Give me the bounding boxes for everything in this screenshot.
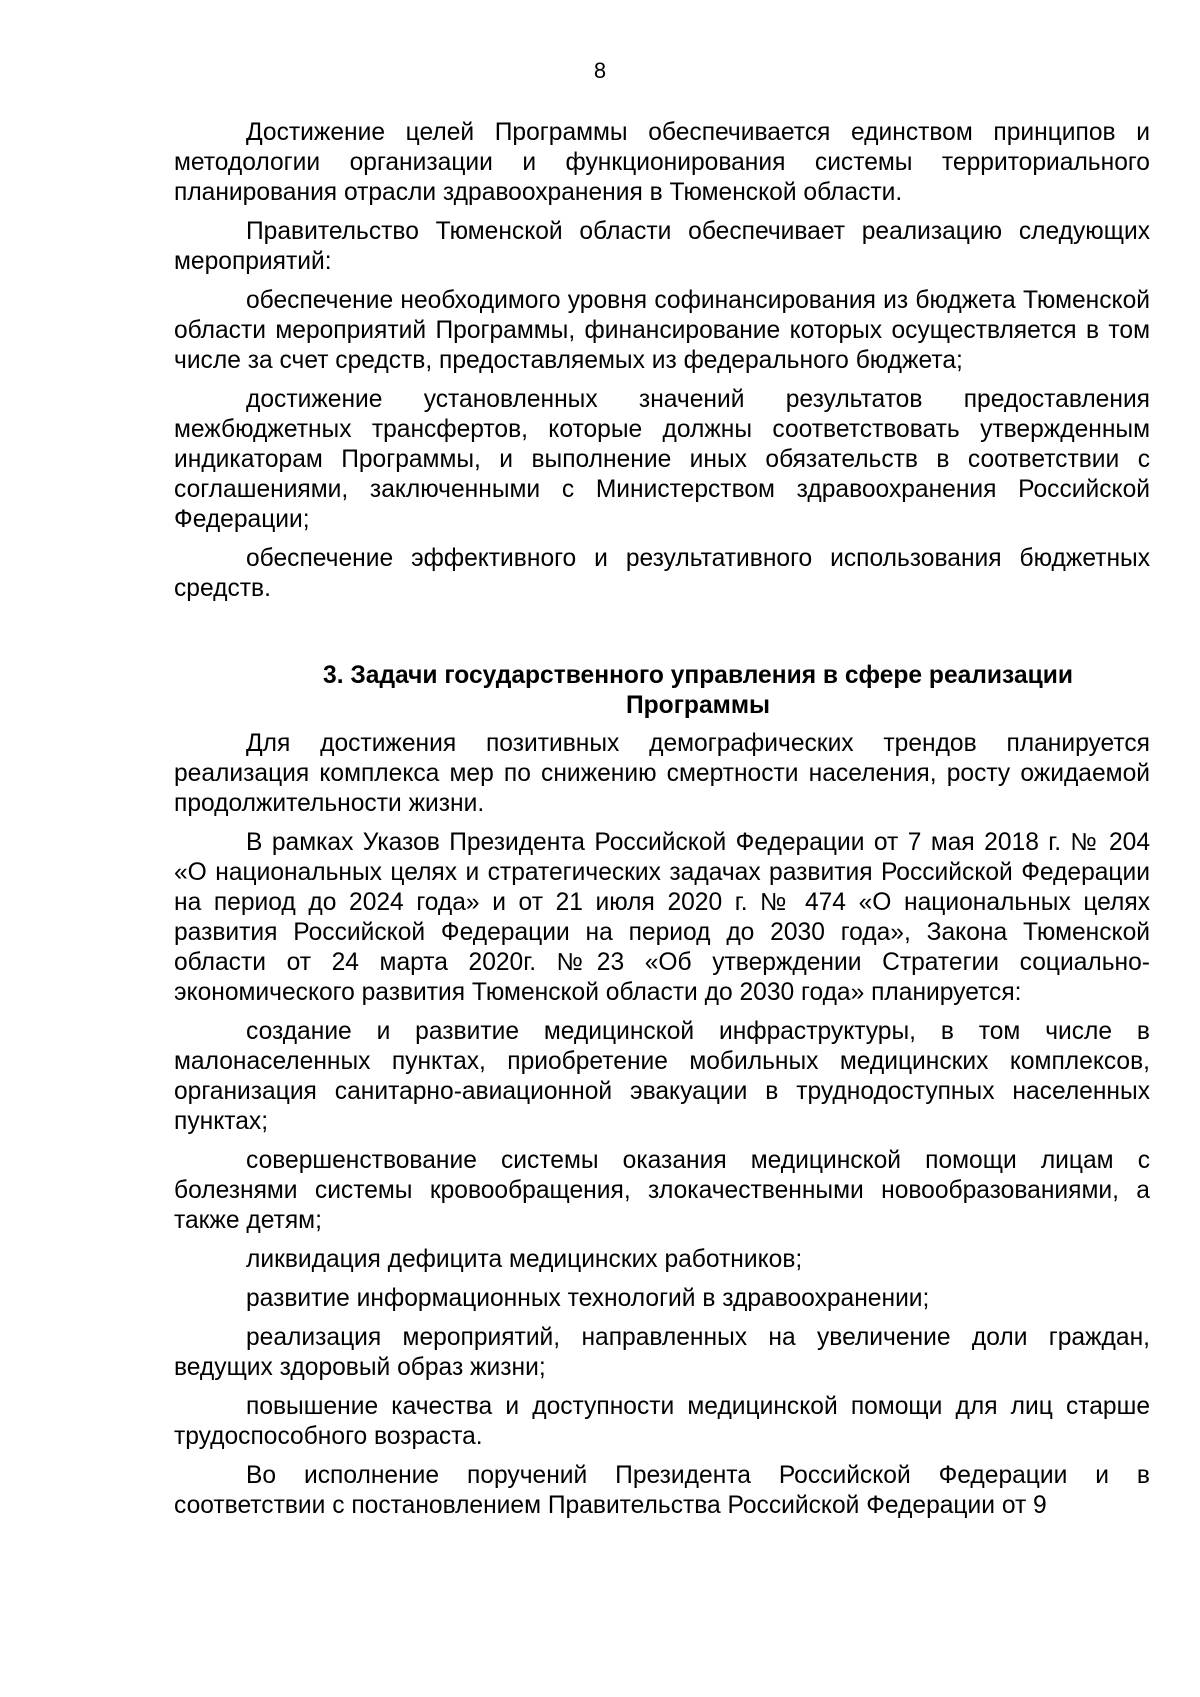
section-heading	[174, 661, 1150, 721]
paragraph: обеспечение эффективного и результативного использования бюджетных средств.	[174, 545, 1150, 602]
paragraph: Для достижения позитивных демографических трендов планируется реализация комплекса мер по снижению смертности населения, росту ожидаемой продолжительности жизни.	[174, 730, 1150, 817]
paragraph: совершенствование системы оказания медицинской помощи лицам с болезнями системы кровообращения, злокачественными новообразованиями, а также детям;	[174, 1147, 1150, 1234]
paragraph: В рамках Указов Президента Российской Федерации от 7 мая 2018 г. № 204 «О национальных целях и стратегических задачах развития Российской Федерации на период до 2024 года» и от 21 июля 2020 г. № 474 «О национальных целях развития Российской Федерации на период до 2030 года», Закона Тюменской области от 24 марта 2020г. №23 «Об утверждении Стратегии социально-экономического развития Тюменской области до 2030 года» планируется:	[174, 829, 1150, 1006]
paragraph: Достижение целей Программы обеспечивается единством принципов и методологии организации и функционирования системы территориального планирования отрасли здравоохранения в Тюменской области.	[174, 119, 1150, 206]
paragraph: достижение установленных значений результатов предоставления межбюджетных трансфертов, которые должны соответствовать утвержденным индикаторам Программы, и выполнение иных обязательств в соответствии с соглашениями, заключенными с Министерством здравоохранения Российской Федерации;	[174, 386, 1150, 533]
paragraph: реализация мероприятий, направленных на увеличение доли граждан, ведущих здоровый образ жизни;	[174, 1324, 1150, 1381]
paragraph: обеспечение необходимого уровня софинансирования из бюджета Тюменской области мероприятий Программы, финансирование которых осуществляется в том числе за счет средств, предоставляемых из федерального бюджета;	[174, 287, 1150, 374]
paragraph: развитие информационных технологий в здравоохранении;	[246, 1285, 930, 1312]
paragraph: Правительство Тюменской области обеспечивает реализацию следующих мероприятий:	[174, 218, 1150, 275]
page-number: 8	[593, 58, 607, 83]
document-body	[174, 118, 1150, 1530]
section-heading-line: Программы	[625, 692, 771, 719]
paragraph: Во исполнение поручений Президента Российской Федерации и в соответствии с постановлением Правительства Российской Федерации от 9	[174, 1462, 1150, 1519]
paragraph: ликвидация дефицита медицинских работников;	[246, 1246, 803, 1273]
section-heading-line: 3. Задачи государственного управления в сфере реализации	[323, 662, 1073, 689]
section-spacer	[174, 613, 1150, 661]
paragraph: создание и развитие медицинской инфраструктуры, в том числе в малонаселенных пунктах, приобретение мобильных медицинских комплексов, организация санитарно-авиационной эвакуации в труднодоступных населенных пунктах;	[174, 1018, 1150, 1135]
paragraph: повышение качества и доступности медицинской помощи для лиц старше трудоспособного возраста.	[174, 1393, 1150, 1450]
